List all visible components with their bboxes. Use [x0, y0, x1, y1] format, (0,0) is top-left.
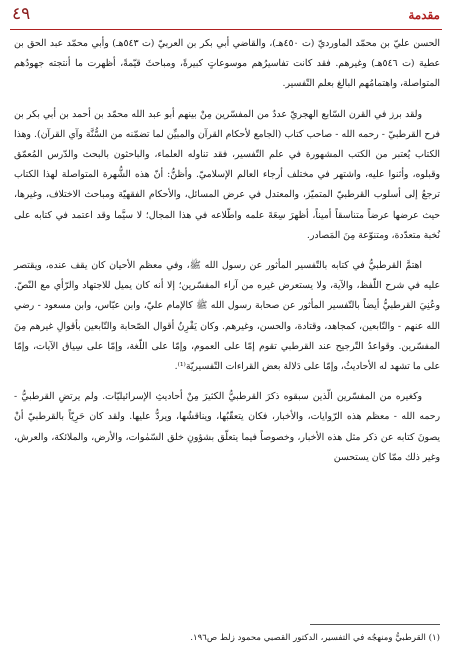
paragraph-1: الحسن عليّ بن محمّد الماورديّ (ت ٤٥٠هـ)، والقاضي أبي بكر بن العربيّ (ت ٥٤٣هـ) وأبي محمّد عبد الحق بن عطية (ت ٥٤٦هـ) وغيرهم. فقد كانت تفاسيرُهم موسوعاتٍ كبيرةً، ومباحثَ قيّمةً، أظهرت ما أنتجته جهودُهم المتواصلة، واهتمامُهم البالغ بعلم التّفسير.	[14, 38, 440, 90]
paragraph-3: اهتمَّ القرطبيُّ في كتابه بالتّفسير المأثور عن رسول الله ﷺ، وفي معظم الأحيان كان يقف عنده، ويقتصر عليه في شرح اللّفظ، والآية، ولا يستعرض غيره من آراء المفسّرين؛ إلا أنه كان يميل للاجتهاد والرّأي مع النّصّ. وعُنِيَ القرطبيُّ أيضاً بالتّفسير المأثور عن صحابة رسول الله ﷺ كالإمام عليّ، وابن عبّاس، وابن مسعود - رضي الله عنهم - والتّابعين، كمجاهد، وقتادة، والحسن، وغيرهم. وكان يَقْرِنُ أقوال الصّحابة والتّابعين بأقوالِ غيرهم مِنَ المفسّرين. وقواعدُ التّرجيح عند القرطبي تقوم إمّا على العموم، وإمّا على اللّغة، وإمّا على سِياق الآيات، وإمّا على ما تشهد له الأحاديثُ، وإمّا على دَلالة بعض القراءات التّفسيريّة⁽¹⁾.	[14, 260, 440, 373]
paragraph-2: ولقد برز في القرن السّابع الهجريّ عددٌ من المفسّرين مِنْ بينهم أبو عبد الله محمّد بن أحمد بن أبي بكر بن فرح القرطبيّ - رحمه الله - صاحب كتاب (الجامع لأحكام القرآن والمبيِّن لما تضمّنه من السُّنَّة وآي القرآن). وهذا الكتاب يُعتبر من الكتب المشهورة في علم التّفسير، فقد تناوله العلماء، والباحثون بالبحث والدّرس المُعمّق وقبلوه، وأثنوا عليه، واشتهر في مختلف أرجاء العالم الإسلاميّ. وأظنُّ: أنّ هذه الشُّهرة المتواصلة لهذا الكتاب ترجعُ إلى أسلوب القرطبيّ المتميّز، والمعتدل في عرض المسائل، والأحكام الفقهيّة ومباحث الاختلاف، وغيرها، حيث عرضها عرضاً متناسقاً أميناً، أظهرَ سِعَةَ علمه واطّلاعه في هذا المجال؛ لا سيَّما وقد اعتمد في كتابه على نُخبة متعدّدة، ومتنوّعة مِنَ المَصادر.	[14, 108, 440, 241]
footnote-rule	[310, 624, 440, 625]
footnote-area	[14, 624, 440, 645]
page-body	[14, 34, 440, 478]
paragraph-4: وكغيره من المفسّرين الّذين سبقوه ذكرَ القرطبيُّ الكثيرَ مِنْ أحاديثِ الإسرائيليّات. ولم يرتضِ القرطبيُّ - رحمه الله - معظم هذه الرّوايات، والأخبار، فكان يتعقّبُها، ويناقشُها، ويردُّ عليها. ولقد كان حَرِيّاً بالقرطبيّ أنْ يصونَ كتابه عن ذكر مثل هذه الأخبار، وخصوصاً فيما يتعلّق بشؤونِ خلق السّمٰوات، والأرض، والملائكة، والعرش، وغير ذلك ممّا كان يستحسن	[14, 391, 440, 463]
footnote: (١) القرطبيُّ ومنهجُه في التفسير، الدكتور القصبي محمود زلط ص١٩٦.	[190, 633, 440, 643]
page-number: ٤٩	[12, 4, 31, 24]
running-title: مقدمة	[408, 8, 440, 22]
header-rule	[10, 29, 442, 30]
page-header	[10, 4, 442, 30]
